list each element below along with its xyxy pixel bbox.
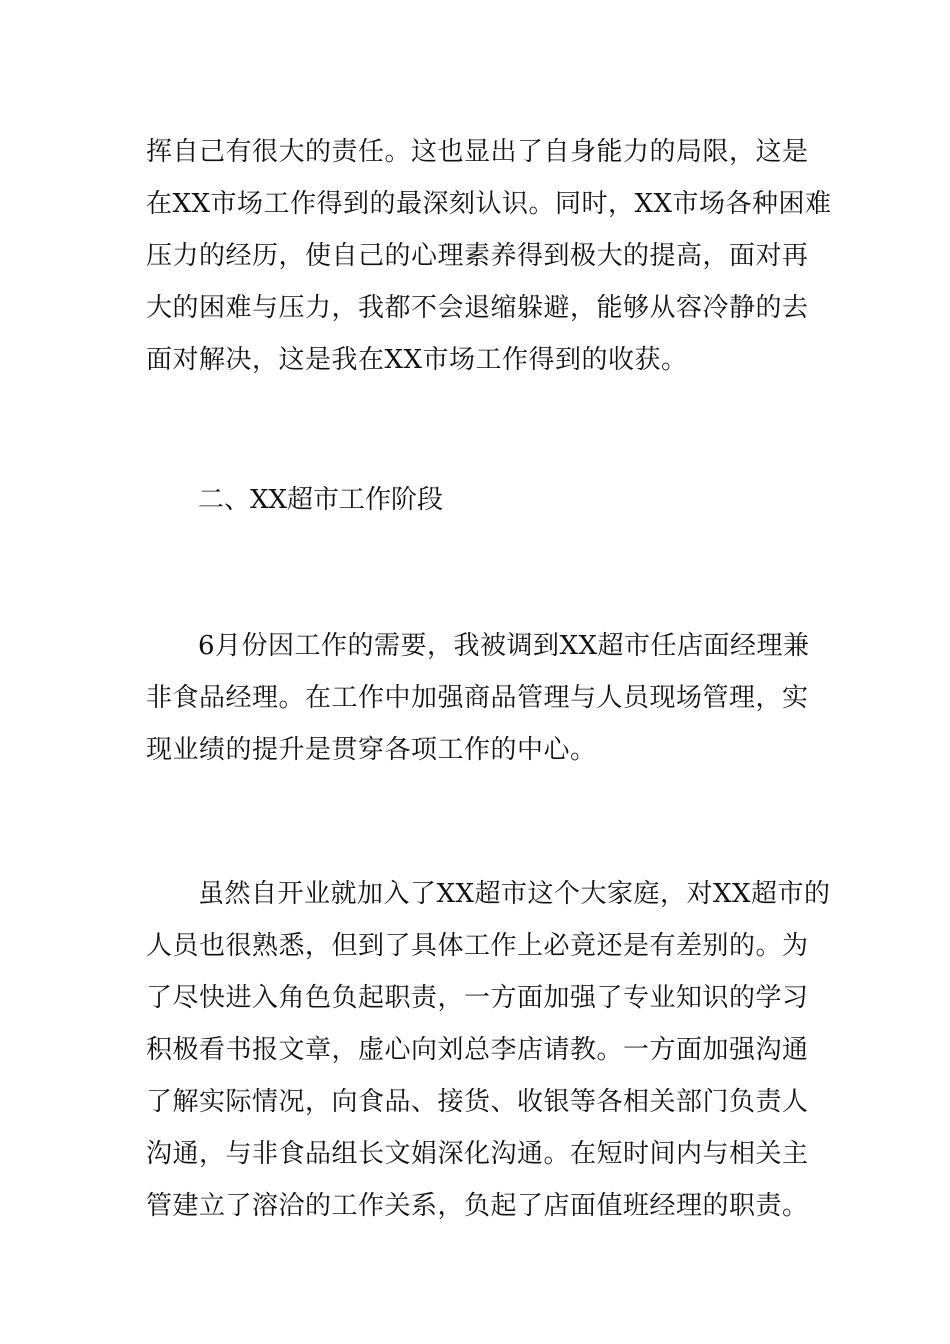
paragraph-2 (146, 620, 808, 776)
paragraph-1-line: 压力的经历，使自己的心理素养得到极大的提高，面对再 (146, 241, 809, 271)
paragraph-1-line: 面对解决，这是我在XX市场工作得到的收获。 (146, 345, 688, 375)
paragraph-2-line: 非食品经理。在工作中加强商品管理与人员现场管理，实 (146, 683, 809, 713)
paragraph-1 (146, 126, 832, 386)
paragraph-1-line: 挥自己有很大的责任。这也显出了自身能力的局限，这是 (146, 137, 809, 167)
section-heading: 二、XX超市工作阶段 (198, 485, 444, 515)
paragraph-3-line: 积极看书报文章，虚心向刘总李店请教。一方面加强沟通 (146, 1035, 809, 1065)
paragraph-3-line: 了尽快进入角色负起职责，一方面加强了专业知识的学习 (146, 983, 809, 1013)
paragraph-3-line: 了解实际情况，向食品、接货、收银等各相关部门负责人 (146, 1087, 809, 1117)
paragraph-1-line: 大的困难与压力，我都不会退缩躲避，能够从容冷静的去 (146, 293, 809, 323)
paragraph-3-line: 沟通，与非食品组长文娟深化沟通。在短时间内与相关主 (146, 1139, 809, 1169)
paragraph-3-line: 虽然自开业就加入了XX超市这个大家庭，对XX超市的 (198, 879, 831, 909)
paragraph-3-line: 人员也很熟悉，但到了具体工作上必竟还是有差别的。为 (146, 931, 809, 961)
paragraph-3-line: 管建立了溶洽的工作关系，负起了店面值班经理的职责。 (146, 1191, 809, 1221)
paragraph-2-line: 现业绩的提升是贯穿各项工作的中心。 (146, 735, 597, 765)
paragraph-2-line: 6月份因工作的需要，我被调到XX超市任店面经理兼 (198, 631, 810, 661)
paragraph-3 (146, 868, 831, 1232)
paragraph-1-line: 在XX市场工作得到的最深刻认识。同时，XX市场各种困难 (146, 189, 832, 219)
